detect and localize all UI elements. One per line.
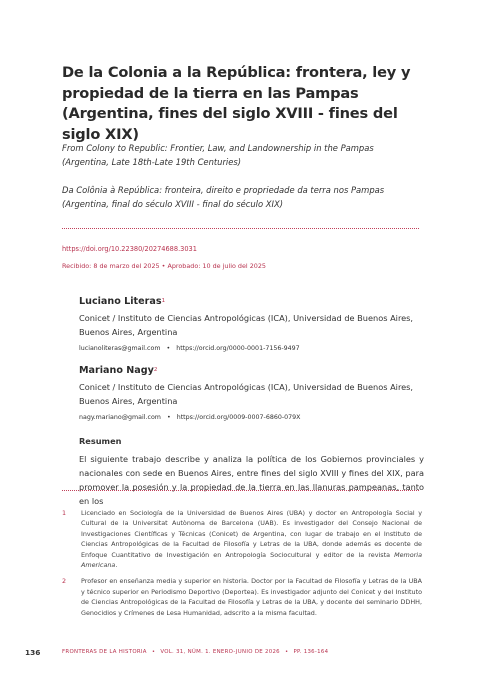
date-separator: • bbox=[161, 262, 166, 270]
author-email[interactable]: lucianoliteras@gmail.com bbox=[79, 345, 161, 352]
footnote-number: 2 bbox=[62, 577, 67, 586]
journal-name: FRONTERAS DE LA HISTORIA bbox=[62, 649, 147, 655]
author-contact bbox=[79, 344, 424, 354]
page-range: PP. 136-164 bbox=[293, 649, 329, 655]
footnote-item bbox=[62, 576, 422, 618]
footnote-ref[interactable]: 1 bbox=[161, 298, 166, 304]
volume-info: VOL. 31, NÚM. 1. ENERO-JUNIO DE 2026 bbox=[160, 649, 280, 655]
author-orcid-link[interactable]: https://orcid.org/0009-0007-6860-079X bbox=[176, 414, 301, 421]
author-name: Luciano Literas$^1$ bbox=[79, 296, 166, 307]
footnote-italic: Memoria Americana bbox=[81, 550, 422, 570]
contact-separator: • bbox=[166, 345, 171, 352]
article-title: De la Colonia a la República: frontera, ley y propiedad de la tierra en las Pampas (Argentina, fines del siglo XVIII - fines del siglo XIX) bbox=[62, 64, 411, 143]
received-date: Recibido: 8 de marzo del 2025 bbox=[62, 262, 160, 270]
contact-separator: • bbox=[166, 414, 171, 421]
author-block bbox=[79, 365, 424, 423]
author-block bbox=[79, 296, 424, 354]
author-affiliation: Conicet / Instituto de Ciencias Antropológicas (ICA), Universidad de Buenos Aires, Buenos Aires, Argentina bbox=[79, 382, 414, 406]
page-number: 136 bbox=[25, 648, 41, 657]
submission-dates bbox=[62, 262, 266, 270]
author-email[interactable]: nagy.mariano@gmail.com bbox=[79, 414, 161, 421]
abstract-text: El siguiente trabajo describe y analiza la política de los Gobiernos provinciales y nacionales con sede en Buenos Aires, entre fines del siglo XVIII y fines del XIX, para promover la posesión y la propiedad de la tierra en las llanuras pampeanas, tanto en los bbox=[79, 454, 424, 506]
approved-date: Aprobado: 10 de julio del 2025 bbox=[167, 262, 266, 270]
author-orcid-link[interactable]: https://orcid.org/0000-0001-7156-9497 bbox=[176, 345, 300, 352]
footnote-ref[interactable]: 2 bbox=[153, 367, 158, 373]
subtitle-portuguese: Da Colônia à República: fronteira, direito e propriedade da terra nos Pampas (Argentina, final do século XVIII - final do século XIX) bbox=[62, 185, 385, 209]
author-name: Mariano Nagy$^2$ bbox=[79, 365, 158, 376]
footnote-item: 1 Licenciado en Sociología de la Universidad de Buenos Aires (UBA) y doctor en Antropología Social y Cultural de la Universitat Autònoma de Barcelona (UAB). Es investigador del Consejo Nacional de Investigaciones Científicas y Técnicas (Conicet) de Argentina, con lugar de trabajo en el Instituto de Ciencias Antropológicas de la Facultad de Filosofía y Letras de la UBA, donde además es docente de Enfoque Cuantitativo de Investigación en Antropología Sociocultural y editor de la revista Memoria Americana. bbox=[62, 509, 422, 570]
footnote-text: Profesor en enseñanza media y superior en historia. Doctor por la Facultad de Filosofía y Letras de la UBA y técnico superior en Periodismo Deportivo (Deportea). Es investigador adjunto del Conicet y del Instituto de Ciencias Antropológicas de la Facultad de Filosofía y Letras de la UBA, y docente del seminario DDHH, Genocidios y Crímenes de Lesa Humanidad, adscrito a la misma facultad. bbox=[81, 577, 422, 617]
dotted-divider-footnotes bbox=[62, 490, 419, 491]
footnotes bbox=[62, 508, 422, 624]
author-contact bbox=[79, 413, 424, 423]
doi-link[interactable]: https://doi.org/10.22380/20274688.3031 bbox=[62, 245, 197, 253]
dotted-divider-top bbox=[62, 228, 419, 229]
subtitle-english: From Colony to Republic: Frontier, Law, and Landownership in the Pampas (Argentina, Late 18th-Late 19th Centuries) bbox=[62, 143, 374, 167]
abstract-heading: Resumen bbox=[79, 436, 122, 446]
footnote-text: Licenciado en Sociología de la Universidad de Buenos Aires (UBA) y doctor en Antropología Social y Cultural de la Universitat Autònoma de Barcelona (UAB). Es investigador del Consejo Nacional de Investigaciones Científicas y Técnicas (Conicet) de Argentina, con lugar de trabajo en el Instituto de Ciencias Antropológicas de la Facultad de Filosofía y Letras de la UBA, donde además es docente de Enfoque Cuantitativo de Investigación en Antropología Sociocultural y editor de la revista bbox=[81, 509, 422, 559]
author-affiliation: Conicet / Instituto de Ciencias Antropológicas (ICA), Universidad de Buenos Aires, Buenos Aires, Argentina bbox=[79, 313, 414, 337]
footnote-number: 1 bbox=[62, 509, 67, 517]
abstract-section bbox=[79, 436, 424, 508]
running-footer: FRONTERAS DE LA HISTORIA • VOL. 31, NÚM. 1. ENERO-JUNIO DE 2026 • PP. 136-164 bbox=[62, 649, 329, 655]
